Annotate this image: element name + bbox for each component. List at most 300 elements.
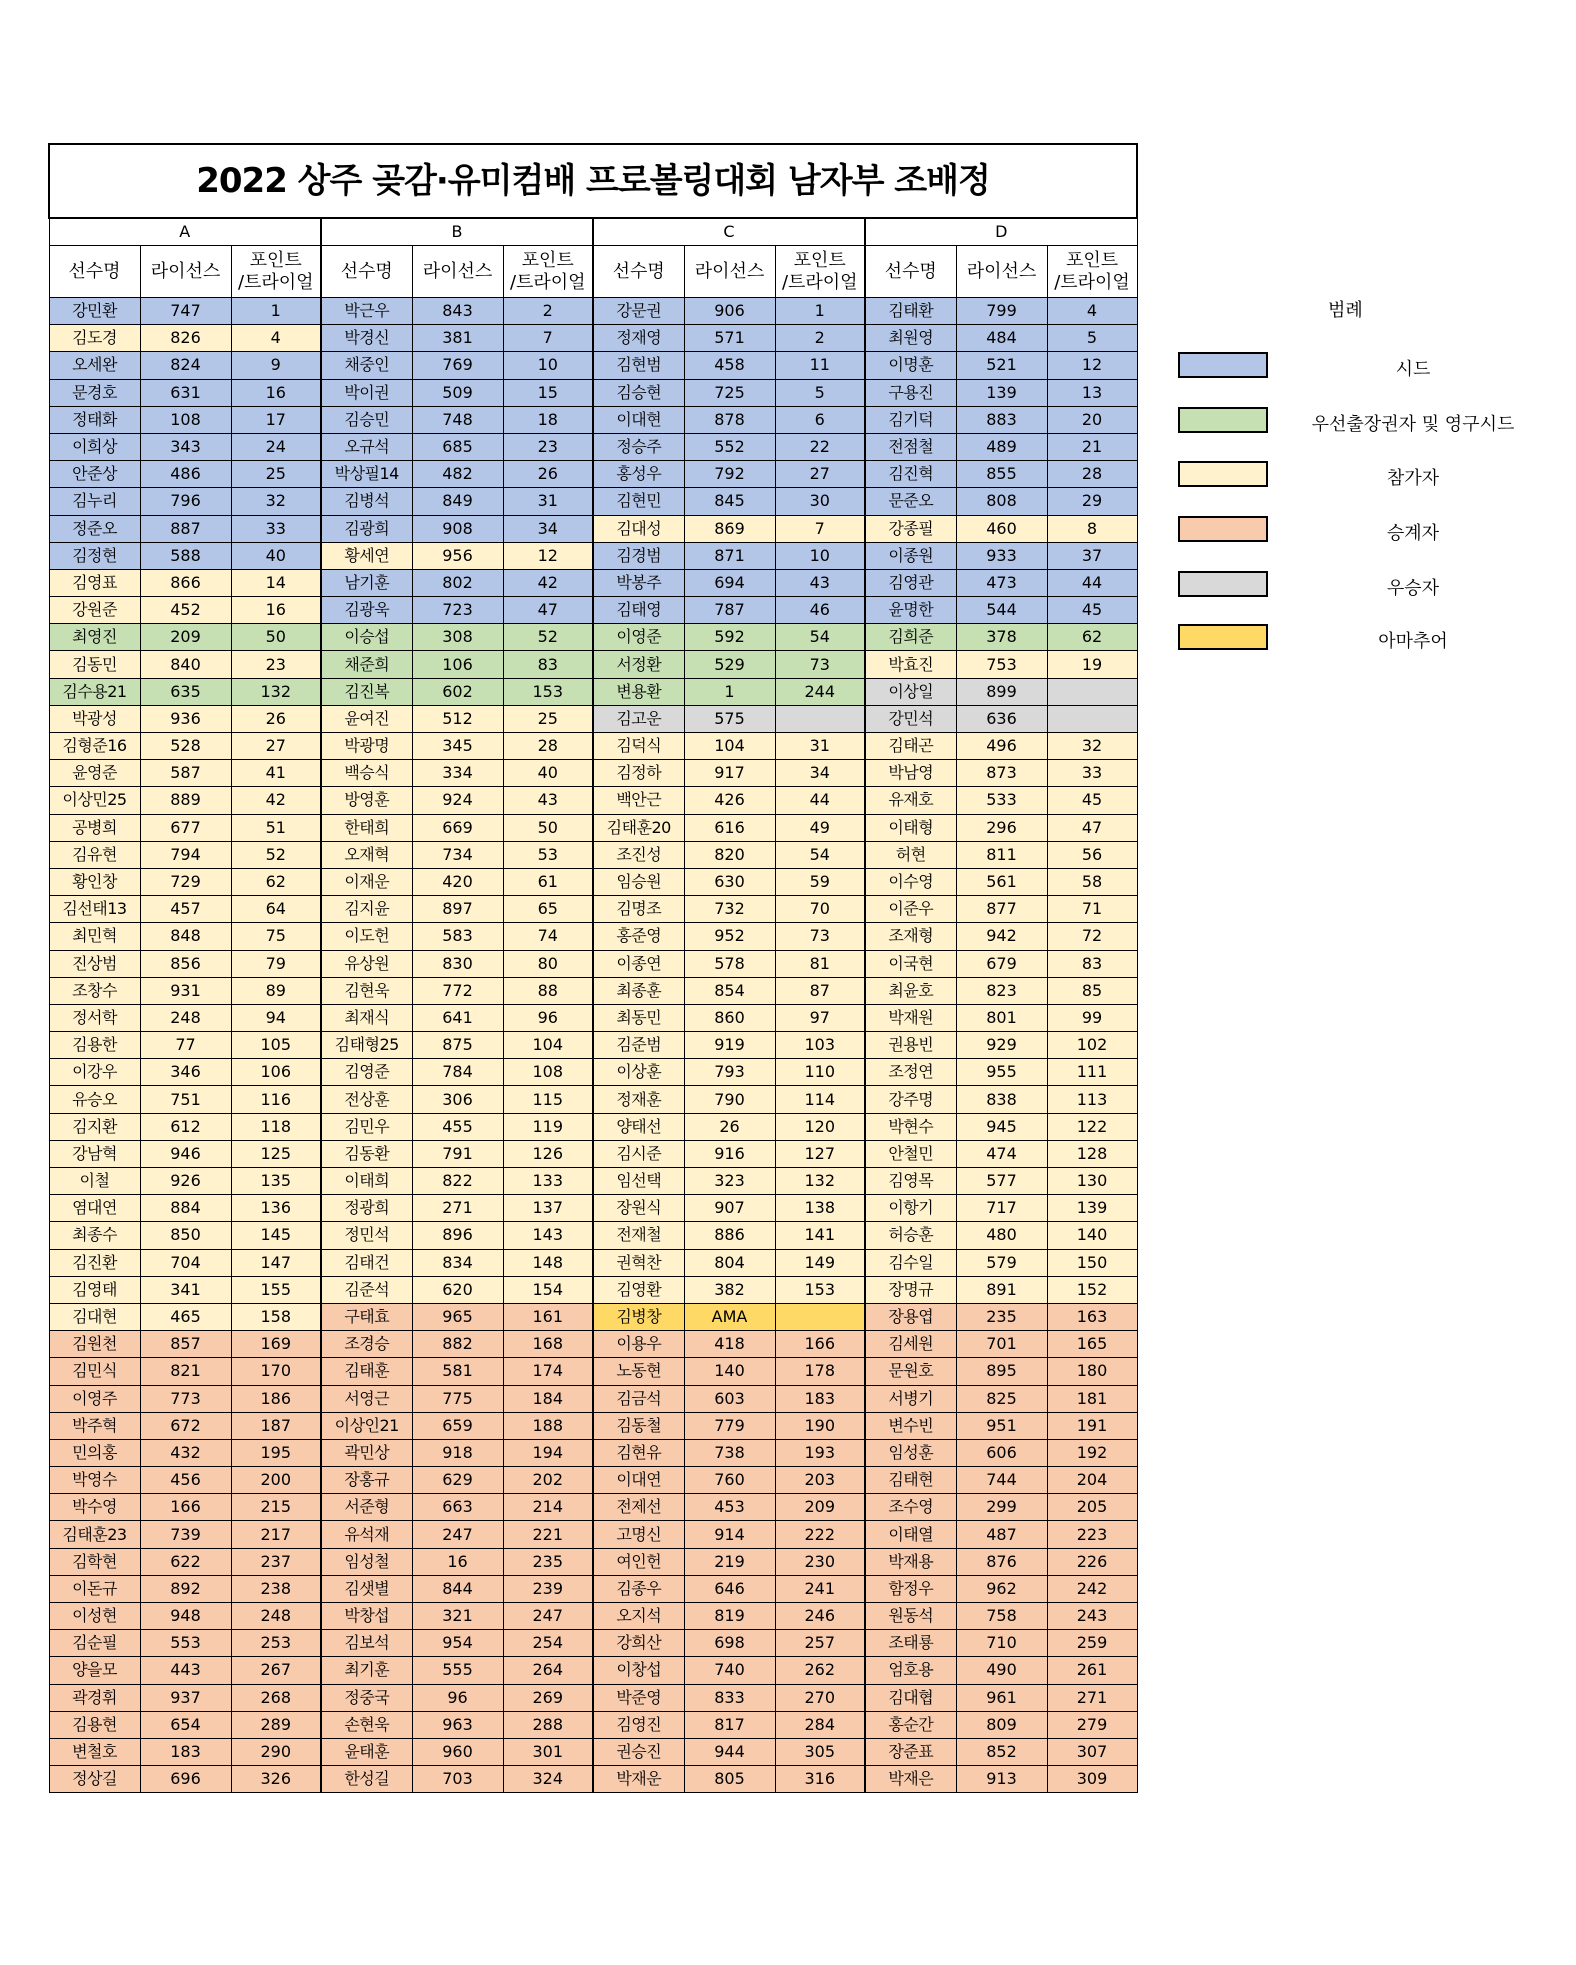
player-license-cell: 850 <box>140 1222 231 1249</box>
player-license-cell: 791 <box>412 1140 503 1167</box>
player-license-cell: 641 <box>412 1004 503 1031</box>
player-points-cell: 41 <box>231 760 321 787</box>
player-points-cell: 237 <box>231 1548 321 1575</box>
player-name-cell: 오세완 <box>49 352 140 379</box>
player-name-cell: 임성훈 <box>865 1439 956 1466</box>
player-points-cell: 74 <box>503 923 593 950</box>
player-points-cell: 88 <box>503 977 593 1004</box>
table-row <box>49 733 1137 760</box>
player-license-cell: 209 <box>140 624 231 651</box>
player-name-cell: 장용엽 <box>865 1303 956 1330</box>
player-name-cell: 김명조 <box>593 896 684 923</box>
player-license-cell: 875 <box>412 1032 503 1059</box>
player-license-cell: 965 <box>412 1303 503 1330</box>
player-points-cell: 94 <box>231 1004 321 1031</box>
player-points-cell: 2 <box>503 298 593 325</box>
player-license-cell: 942 <box>956 923 1047 950</box>
player-name-cell: 김광욱 <box>321 597 412 624</box>
player-license-cell: 616 <box>684 814 775 841</box>
player-points-cell: 62 <box>231 868 321 895</box>
player-points-cell: 135 <box>231 1168 321 1195</box>
table-row <box>49 515 1137 542</box>
player-points-cell: 289 <box>231 1711 321 1738</box>
player-license-cell: 460 <box>956 515 1047 542</box>
player-points-cell: 270 <box>775 1684 865 1711</box>
player-name-cell: 홍준영 <box>593 923 684 950</box>
player-name-cell: 박재용 <box>865 1548 956 1575</box>
player-license-cell: 432 <box>140 1439 231 1466</box>
player-license-cell: 489 <box>956 433 1047 460</box>
player-name-cell: 김동환 <box>321 1140 412 1167</box>
player-name-cell: 전제선 <box>593 1494 684 1521</box>
player-points-cell: 81 <box>775 950 865 977</box>
legend-item-participant <box>1178 461 1538 491</box>
player-name-cell: 김형준16 <box>49 733 140 760</box>
player-points-cell: 42 <box>231 787 321 814</box>
player-points-cell: 52 <box>231 841 321 868</box>
player-name-cell: 구태효 <box>321 1303 412 1330</box>
table-row <box>49 1222 1137 1249</box>
player-license-cell: 819 <box>684 1603 775 1630</box>
player-name-cell: 박남영 <box>865 760 956 787</box>
player-name-cell: 이영준 <box>593 624 684 651</box>
player-points-cell: 59 <box>775 868 865 895</box>
table-row <box>49 1168 1137 1195</box>
player-name-cell: 김태환 <box>865 298 956 325</box>
player-name-cell: 이상훈 <box>593 1059 684 1086</box>
player-license-cell: 496 <box>956 733 1047 760</box>
player-name-cell: 안철민 <box>865 1140 956 1167</box>
player-points-cell: 200 <box>231 1467 321 1494</box>
player-license-cell: 906 <box>684 298 775 325</box>
player-name-cell: 조창수 <box>49 977 140 1004</box>
player-points-cell: 194 <box>503 1439 593 1466</box>
table-row <box>49 760 1137 787</box>
table-row <box>49 1494 1137 1521</box>
player-license-cell: 592 <box>684 624 775 651</box>
player-name-cell: 권혁찬 <box>593 1249 684 1276</box>
column-header-name-a: 선수명 <box>49 246 140 298</box>
player-points-cell: 130 <box>1047 1168 1137 1195</box>
player-points-cell: 11 <box>775 352 865 379</box>
player-points-cell <box>1047 678 1137 705</box>
player-points-cell: 155 <box>231 1276 321 1303</box>
player-license-cell: 659 <box>412 1412 503 1439</box>
player-license-cell: 140 <box>684 1358 775 1385</box>
player-points-cell: 13 <box>1047 379 1137 406</box>
player-license-cell: 555 <box>412 1657 503 1684</box>
table-row <box>49 1575 1137 1602</box>
player-license-cell: 825 <box>956 1385 1047 1412</box>
player-license-cell: 484 <box>956 325 1047 352</box>
player-points-cell: 153 <box>503 678 593 705</box>
player-name-cell: 홍순간 <box>865 1711 956 1738</box>
player-license-cell: 908 <box>412 515 503 542</box>
player-name-cell: 정광희 <box>321 1195 412 1222</box>
player-points-cell: 10 <box>503 352 593 379</box>
legend-label-amateur: 아마추어 <box>1378 631 1448 652</box>
player-name-cell: 함정우 <box>865 1575 956 1602</box>
player-license-cell: 739 <box>140 1521 231 1548</box>
player-points-cell: 12 <box>1047 352 1137 379</box>
player-points-cell: 161 <box>503 1303 593 1330</box>
player-name-cell: 이태열 <box>865 1521 956 1548</box>
player-name-cell: 박근우 <box>321 298 412 325</box>
player-points-cell: 1 <box>775 298 865 325</box>
player-name-cell: 김태곤 <box>865 733 956 760</box>
player-points-cell: 54 <box>775 624 865 651</box>
player-points-cell: 181 <box>1047 1385 1137 1412</box>
player-license-cell: 848 <box>140 923 231 950</box>
player-name-cell: 조경승 <box>321 1331 412 1358</box>
player-name-cell: 유상원 <box>321 950 412 977</box>
player-points-cell: 22 <box>775 433 865 460</box>
player-points-cell: 170 <box>231 1358 321 1385</box>
player-name-cell: 정서학 <box>49 1004 140 1031</box>
player-points-cell: 132 <box>231 678 321 705</box>
player-license-cell: 955 <box>956 1059 1047 1086</box>
legend-swatch-amateur <box>1178 624 1268 650</box>
legend-title: 범례 <box>1328 300 1363 321</box>
player-license-cell: 871 <box>684 542 775 569</box>
player-points-cell: 147 <box>231 1249 321 1276</box>
player-license-cell: 521 <box>956 352 1047 379</box>
player-license-cell: 139 <box>956 379 1047 406</box>
player-license-cell: 669 <box>412 814 503 841</box>
player-license-cell: 235 <box>956 1303 1047 1330</box>
player-license-cell: 631 <box>140 379 231 406</box>
player-license-cell: 866 <box>140 569 231 596</box>
player-name-cell: 이창섭 <box>593 1657 684 1684</box>
column-header-row <box>49 246 1137 298</box>
player-license-cell: 794 <box>140 841 231 868</box>
player-points-cell: 23 <box>231 651 321 678</box>
player-points-cell: 226 <box>1047 1548 1137 1575</box>
player-name-cell: 박준영 <box>593 1684 684 1711</box>
player-license-cell: 834 <box>412 1249 503 1276</box>
player-license-cell: 929 <box>956 1032 1047 1059</box>
player-license-cell: 738 <box>684 1439 775 1466</box>
player-license-cell: 860 <box>684 1004 775 1031</box>
table-row <box>49 814 1137 841</box>
player-points-cell: 85 <box>1047 977 1137 1004</box>
player-license-cell: 588 <box>140 542 231 569</box>
player-name-cell: 박재운 <box>593 1766 684 1793</box>
player-points-cell: 125 <box>231 1140 321 1167</box>
player-name-cell: 조정연 <box>865 1059 956 1086</box>
player-points-cell: 154 <box>503 1276 593 1303</box>
legend-label-priority: 우선출장권자 및 영구시드 <box>1311 414 1515 435</box>
player-points-cell: 150 <box>1047 1249 1137 1276</box>
player-points-cell: 193 <box>775 1439 865 1466</box>
player-points-cell: 17 <box>231 406 321 433</box>
player-points-cell: 16 <box>231 379 321 406</box>
player-points-cell: 65 <box>503 896 593 923</box>
player-license-cell: 732 <box>684 896 775 923</box>
player-name-cell: 김병창 <box>593 1303 684 1330</box>
player-license-cell: 452 <box>140 597 231 624</box>
player-name-cell: 김용현 <box>49 1711 140 1738</box>
player-name-cell: 서영근 <box>321 1385 412 1412</box>
player-points-cell: 26 <box>231 705 321 732</box>
player-points-cell: 1 <box>231 298 321 325</box>
player-license-cell: 840 <box>140 651 231 678</box>
player-name-cell: 김학현 <box>49 1548 140 1575</box>
player-name-cell: 진상범 <box>49 950 140 977</box>
table-row <box>49 923 1137 950</box>
player-license-cell: 577 <box>956 1168 1047 1195</box>
player-points-cell: 209 <box>775 1494 865 1521</box>
player-name-cell: 엄호용 <box>865 1657 956 1684</box>
player-license-cell: 895 <box>956 1358 1047 1385</box>
table-row <box>49 1004 1137 1031</box>
player-license-cell: 822 <box>412 1168 503 1195</box>
player-license-cell: 883 <box>956 406 1047 433</box>
player-license-cell: 544 <box>956 597 1047 624</box>
player-license-cell: 108 <box>140 406 231 433</box>
player-license-cell: 882 <box>412 1331 503 1358</box>
player-points-cell: 132 <box>775 1168 865 1195</box>
player-name-cell: 이상인21 <box>321 1412 412 1439</box>
player-license-cell: 852 <box>956 1738 1047 1765</box>
table-row <box>49 1032 1137 1059</box>
player-name-cell: 김도경 <box>49 325 140 352</box>
player-license-cell: 729 <box>140 868 231 895</box>
player-name-cell: 곽경휘 <box>49 1684 140 1711</box>
player-points-cell: 184 <box>503 1385 593 1412</box>
player-points-cell: 191 <box>1047 1412 1137 1439</box>
player-name-cell: 안준상 <box>49 461 140 488</box>
player-license-cell: 892 <box>140 1575 231 1602</box>
player-points-cell: 290 <box>231 1738 321 1765</box>
player-points-cell: 163 <box>1047 1303 1137 1330</box>
player-license-cell: 896 <box>412 1222 503 1249</box>
player-license-cell: 914 <box>684 1521 775 1548</box>
player-name-cell: 이준우 <box>865 896 956 923</box>
table-row <box>49 542 1137 569</box>
player-license-cell: 578 <box>684 950 775 977</box>
player-points-cell: 120 <box>775 1113 865 1140</box>
player-license-cell: 845 <box>684 488 775 515</box>
player-points-cell <box>775 1303 865 1330</box>
player-points-cell: 5 <box>775 379 865 406</box>
player-name-cell: 노동현 <box>593 1358 684 1385</box>
player-name-cell: 정재영 <box>593 325 684 352</box>
player-license-cell: 891 <box>956 1276 1047 1303</box>
player-points-cell: 73 <box>775 651 865 678</box>
player-license-cell: 571 <box>684 325 775 352</box>
player-license-cell: 612 <box>140 1113 231 1140</box>
player-points-cell: 254 <box>503 1630 593 1657</box>
player-name-cell: 최영진 <box>49 624 140 651</box>
player-name-cell: 김준석 <box>321 1276 412 1303</box>
player-name-cell: 이태형 <box>865 814 956 841</box>
table-row <box>49 488 1137 515</box>
player-license-cell: 16 <box>412 1548 503 1575</box>
player-name-cell: 한성길 <box>321 1766 412 1793</box>
player-name-cell: 최종훈 <box>593 977 684 1004</box>
player-points-cell: 133 <box>503 1168 593 1195</box>
player-license-cell: 833 <box>684 1684 775 1711</box>
player-license-cell: 793 <box>684 1059 775 1086</box>
player-license-cell: 346 <box>140 1059 231 1086</box>
player-name-cell: 이상민25 <box>49 787 140 814</box>
player-points-cell: 139 <box>1047 1195 1137 1222</box>
player-license-cell: 796 <box>140 488 231 515</box>
player-license-cell: 474 <box>956 1140 1047 1167</box>
player-name-cell: 최기훈 <box>321 1657 412 1684</box>
player-name-cell: 김태현 <box>865 1467 956 1494</box>
player-points-cell: 128 <box>1047 1140 1137 1167</box>
player-points-cell: 166 <box>775 1331 865 1358</box>
player-license-cell: 899 <box>956 678 1047 705</box>
player-name-cell: 김시준 <box>593 1140 684 1167</box>
player-license-cell: 740 <box>684 1657 775 1684</box>
player-points-cell: 195 <box>231 1439 321 1466</box>
player-points-cell: 259 <box>1047 1630 1137 1657</box>
table-row <box>49 597 1137 624</box>
player-license-cell: 723 <box>412 597 503 624</box>
table-row <box>49 1113 1137 1140</box>
player-name-cell: 김고운 <box>593 705 684 732</box>
player-name-cell: 박광성 <box>49 705 140 732</box>
player-points-cell: 271 <box>1047 1684 1137 1711</box>
player-license-cell: 717 <box>956 1195 1047 1222</box>
player-points-cell: 326 <box>231 1766 321 1793</box>
player-license-cell: 918 <box>412 1439 503 1466</box>
player-points-cell: 34 <box>775 760 865 787</box>
player-license-cell: 808 <box>956 488 1047 515</box>
player-name-cell: 한태희 <box>321 814 412 841</box>
player-points-cell: 7 <box>503 325 593 352</box>
player-name-cell: 강민석 <box>865 705 956 732</box>
group-label-d: D <box>865 218 1137 246</box>
player-license-cell: 509 <box>412 379 503 406</box>
column-header-license-d: 라이선스 <box>956 246 1047 298</box>
player-points-cell: 7 <box>775 515 865 542</box>
player-points-cell: 40 <box>503 760 593 787</box>
player-name-cell: 장명규 <box>865 1276 956 1303</box>
player-points-cell: 47 <box>503 597 593 624</box>
player-points-cell: 148 <box>503 1249 593 1276</box>
player-points-cell: 47 <box>1047 814 1137 841</box>
player-points-cell: 221 <box>503 1521 593 1548</box>
player-name-cell: 김정하 <box>593 760 684 787</box>
player-points-cell: 50 <box>503 814 593 841</box>
player-license-cell: 945 <box>956 1113 1047 1140</box>
table-row <box>49 352 1137 379</box>
player-points-cell: 108 <box>503 1059 593 1086</box>
player-name-cell: 김희준 <box>865 624 956 651</box>
player-license-cell: 936 <box>140 705 231 732</box>
column-header-points-d: 포인트 /트라이얼 <box>1047 246 1137 298</box>
player-license-cell: 378 <box>956 624 1047 651</box>
player-points-cell: 127 <box>775 1140 865 1167</box>
player-points-cell: 116 <box>231 1086 321 1113</box>
player-name-cell: 유재호 <box>865 787 956 814</box>
player-license-cell: 630 <box>684 868 775 895</box>
player-points-cell: 183 <box>775 1385 865 1412</box>
player-name-cell: 박봉주 <box>593 569 684 596</box>
player-points-cell: 106 <box>231 1059 321 1086</box>
player-points-cell: 284 <box>775 1711 865 1738</box>
player-points-cell: 187 <box>231 1412 321 1439</box>
player-points-cell: 42 <box>503 569 593 596</box>
player-license-cell: 106 <box>412 651 503 678</box>
player-points-cell: 111 <box>1047 1059 1137 1086</box>
player-name-cell: 정상길 <box>49 1766 140 1793</box>
player-name-cell: 오규석 <box>321 433 412 460</box>
player-license-cell: 710 <box>956 1630 1047 1657</box>
table-row <box>49 896 1137 923</box>
player-name-cell: 이태희 <box>321 1168 412 1195</box>
table-row <box>49 705 1137 732</box>
player-name-cell: 정승주 <box>593 433 684 460</box>
player-points-cell: 44 <box>1047 569 1137 596</box>
table-row <box>49 433 1137 460</box>
player-points-cell: 241 <box>775 1575 865 1602</box>
player-points-cell: 62 <box>1047 624 1137 651</box>
player-points-cell: 180 <box>1047 1358 1137 1385</box>
player-points-cell: 115 <box>503 1086 593 1113</box>
player-points-cell: 45 <box>1047 787 1137 814</box>
player-license-cell: 952 <box>684 923 775 950</box>
player-license-cell: 271 <box>412 1195 503 1222</box>
player-license-cell: 606 <box>956 1439 1047 1466</box>
player-name-cell: 전상훈 <box>321 1086 412 1113</box>
player-license-cell: 587 <box>140 760 231 787</box>
player-name-cell: 이종연 <box>593 950 684 977</box>
player-license-cell: 443 <box>140 1657 231 1684</box>
player-name-cell: 김영목 <box>865 1168 956 1195</box>
player-points-cell: 99 <box>1047 1004 1137 1031</box>
player-name-cell: 이영주 <box>49 1385 140 1412</box>
table-row <box>49 406 1137 433</box>
legend-item-successor <box>1178 516 1538 546</box>
player-points-cell: 49 <box>775 814 865 841</box>
player-name-cell: 황인창 <box>49 868 140 895</box>
player-points-cell: 192 <box>1047 1439 1137 1466</box>
group-header-row <box>49 218 1137 246</box>
player-points-cell: 19 <box>1047 651 1137 678</box>
table-row <box>49 1195 1137 1222</box>
player-name-cell: 김정현 <box>49 542 140 569</box>
player-points-cell: 53 <box>503 841 593 868</box>
player-points-cell: 264 <box>503 1657 593 1684</box>
player-name-cell: 박창섭 <box>321 1603 412 1630</box>
player-points-cell: 97 <box>775 1004 865 1031</box>
player-name-cell: 이도헌 <box>321 923 412 950</box>
group-label-b: B <box>321 218 593 246</box>
player-name-cell: 서준형 <box>321 1494 412 1521</box>
player-license-cell: 856 <box>140 950 231 977</box>
player-name-cell: 김지환 <box>49 1113 140 1140</box>
player-points-cell: 309 <box>1047 1766 1137 1793</box>
player-license-cell: 1 <box>684 678 775 705</box>
player-points-cell: 16 <box>231 597 321 624</box>
legend-label-participant: 참가자 <box>1386 468 1440 489</box>
player-name-cell: 강주명 <box>865 1086 956 1113</box>
player-license-cell: 889 <box>140 787 231 814</box>
player-name-cell: 이대연 <box>593 1467 684 1494</box>
player-name-cell: 김현욱 <box>321 977 412 1004</box>
player-name-cell: 최동민 <box>593 1004 684 1031</box>
table-row <box>49 461 1137 488</box>
player-points-cell: 119 <box>503 1113 593 1140</box>
player-license-cell: 748 <box>412 406 503 433</box>
player-points-cell: 18 <box>503 406 593 433</box>
player-license-cell: 685 <box>412 433 503 460</box>
